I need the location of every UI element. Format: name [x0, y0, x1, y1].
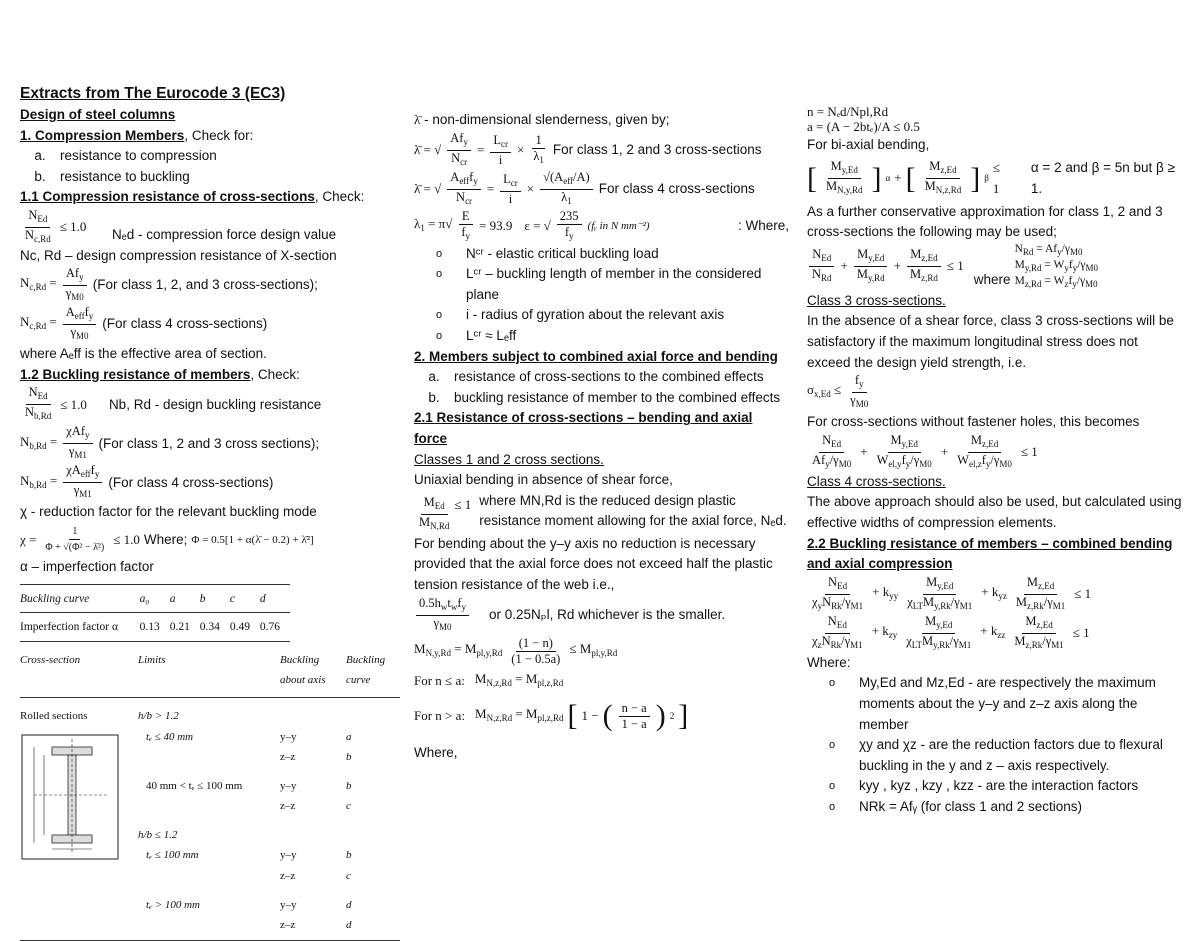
list-item: o My,Ed and Mz,Ed - are respectively the maximum moments about the y–y and z–z axis along the member — [829, 675, 1156, 732]
list-item: o Lᶜʳ – buckling length of member in the considered plane — [436, 266, 762, 302]
list-item: o χy and χz - are the reduction factors due to flexural buckling in the y and z – axis respectively. — [829, 737, 1163, 773]
check-ned-ncrd: $\frac{N_{Ed}}{N_{c,Rd}}$ ≤ 1.0 — [25, 207, 87, 244]
classes-1-2-heading: Classes 1 and 2 cross sections. — [414, 451, 604, 467]
biaxial-text: For bi-axial bending, — [807, 137, 930, 152]
n-le-a-formula: For n ≤ a: $M_{N,z,Rd} = M_{pl,z,Rd}$ — [414, 670, 564, 688]
table-row: z–z d — [280, 919, 352, 932]
mnrd-check: $\frac{M_{Ed}}{M_{N,Rd}}$ ≤ 1 where MN,Rd is the reduced design plastic resistance moment allowing for the axial force, Nₑd. — [419, 492, 787, 531]
uniaxial-text: Uniaxial bending in absence of shear force, — [414, 472, 673, 488]
list-item: o Nᶜʳ - elastic critical buckling load — [436, 245, 659, 261]
buckling-interaction-z: $\frac{N_{Ed}}{\chi_zN_{Rk}/\gamma_{M1}}$ + $k_{zy}$ $\frac{M_{y,Ed}}{\chi_{LT}M_{y,Rk}/\gamma_{M1}}$ + $k_{zz}$ $\frac{M_{z,Ed}}{M_{z,Rk}/\gamma_{M1}}$ ≤ 1 — [812, 613, 1090, 650]
section-1-heading: 1. Compression Members, Check for: — [20, 127, 254, 143]
section-cell: Rolled sections — [20, 706, 138, 936]
column-3 — [807, 104, 1182, 817]
n-gt-a-formula: For n > a: $M_{N,z,Rd} = M_{pl,z,Rd}$ [ 1 − ( $\frac{n - a}{1 - a}$ ) 2 ] — [414, 699, 689, 733]
lambda-formula-1: λ̄ = √ $\frac{Af_y}{N_{cr}}$ = $\frac{L_{cr}}{i}$ × $\frac{1}{\lambda_1}$ For class 1, 2 and 3 cross-sections — [414, 130, 762, 167]
section-2-heading: 2. Members subject to combined axial force and bending — [414, 348, 778, 364]
table-rows — [138, 706, 386, 936]
ncrd-formula-1: $N_{c,Rd}$ = $\frac{Af_y}{\gamma_{M0}}$ (For class 1, 2, and 3 cross-sections); — [20, 266, 318, 303]
lambda1-formula: $\lambda_1 = \pi√$ $\frac{E}{f_y}$ = 93.9 ε = √ $\frac{235}{f_y}$ (fᵧ in N mm⁻²) : Where, — [414, 208, 789, 241]
list-item: o Lᶜʳ ≈ Lₑff — [436, 327, 517, 343]
sigma-formula: $\sigma_{x,Ed}$ ≤ $\frac{f_y}{\gamma_{M0}}$ — [807, 373, 869, 410]
buckling-interaction-y: $\frac{N_{Ed}}{\chi_yN_{Rk}/\gamma_{M1}}$ + $k_{yy}$ $\frac{M_{y,Ed}}{\chi_{LT}M_{y,Rk}/\gamma_{M1}}$ + $k_{yz}$ $\frac{M_{z,Ed}}{M_{z,Rk}/\gamma_{M1}}$ ≤ 1 — [812, 574, 1092, 611]
page-title: Extracts from The Eurocode 3 (EC3) — [20, 85, 286, 102]
subtitle: Design of steel columns — [20, 107, 176, 122]
class-4-text: The above approach should also be used, but calculated using effective widths of compression elements. — [807, 494, 1182, 530]
section-2-1-heading: 2.1 Resistance of cross-sections – bending and axial force — [414, 410, 753, 446]
nbrd-formula-2: $N_{b,Rd}$ = $\frac{\chi A_{eff}f_y}{\gamma_{M1}}$ (For class 4 cross-sections) — [20, 463, 274, 500]
table-row: h/b ≤ 1.2 — [138, 828, 178, 841]
ncrd-formula-2: $N_{c,Rd}$ = $\frac{A_{eff}f_y}{\gamma_{M0}}$ (For class 4 cross-sections) — [20, 305, 268, 342]
chi-formula: χ = $\frac{1}{\text{Φ + √(Φ² − λ̄²)}}$ ≤ 1.0 Where; Φ = 0.5[1 + α(λ̄ − 0.2) + λ̄²] — [20, 526, 314, 554]
ned-description: Nₑd - compression force design value — [112, 226, 337, 242]
class-4-heading: Class 4 cross-sections. — [807, 473, 946, 489]
conservative-text: As a further conservative approximation for class 1, 2 and 3 cross-sections the following may be used; — [807, 203, 1163, 240]
buckling-curve-table — [20, 650, 400, 941]
table-row: z–z c — [280, 870, 351, 883]
yy-axis-note: For bending about the y–y axis no reduction is necessary provided that the axial force does not exceed half the plastic tension resistance of the web i.e., — [414, 535, 773, 592]
list-item: a. resistance to compression — [34, 148, 217, 164]
nbrd-formula-1: $N_{b,Rd}$ = $\frac{\chi Af_y}{\gamma_{M1}}$ (For class 1, 2 and 3 cross sections); — [20, 424, 320, 461]
list-item: o i - radius of gyration about the relevant axis — [436, 307, 725, 323]
biaxial-formula: [ $\frac{M_{y,Ed}}{M_{N,y,Rd}}$ ] α + [ $\frac{M_{z,Ed}}{M_{N,z,Rd}}$ ] β ≤ 1 α = 2 and β = 5n but β ≥ 1. — [807, 159, 1175, 196]
mnyrd-formula: $M_{N,y,Rd} = M_{pl,y,Rd}$ $\frac{(1 - n)}{(1 - 0.5a)}$ ≤ $M_{pl,y,Rd}$ — [414, 636, 618, 666]
table-row: h/b > 1.2 — [138, 709, 179, 722]
where-label: Where: — [807, 654, 851, 670]
table-header: Cross-section Limits Buckling about axis Buckling curve — [20, 650, 400, 698]
table-row: tₑ ≤ 100 mm y–y b — [146, 849, 352, 862]
class-3-text: In the absence of a shear force, class 3 cross-sections will be satisfactory if the maximum longitudinal stress does not exceed the design yield strength, i.e. — [807, 313, 1174, 370]
ncrd-description: Nc, Rd – design compression resistance of X-section — [20, 247, 337, 263]
imperfection-table — [20, 584, 290, 642]
where-label: Where, — [414, 745, 458, 761]
fastener-text: For cross-sections without fastener holes, this becomes — [807, 414, 1140, 430]
linear-interaction-formula: $\frac{N_{Ed}}{N_{Rd}}$ + $\frac{M_{y,Ed}}{M_{y,Rd}}$ + $\frac{M_{z,Ed}}{M_{z,Rd}}$ ≤ 1 where $N_{Rd} = Af_y/\gamma_{M0}$ $M_{y,Rd} = W_yf_y/\gamma_{M0}$ $M_{z,Rd} = W_zf_y/\gamma_{M0}$ — [807, 243, 1182, 291]
column-1 — [20, 83, 405, 941]
table-row: tₑ > 100 mm y–y d — [146, 898, 352, 911]
section-2-2-heading: 2.2 Buckling resistance of members – combined bending and axial compression — [807, 535, 1173, 572]
elastic-interaction-formula: $\frac{N_{Ed}}{Af_y/\gamma_{M0}}$ + $\frac{M_{y,Ed}}{W_{el,y}f_y/\gamma_{M0}}$ + $\frac{M_{z,Ed}}{W_{el,z}f_y/\gamma_{M0}}$ ≤ 1 — [812, 432, 1038, 469]
list-item: o NRk = Afᵧ (for class 1 and 2 sections) — [829, 798, 1083, 814]
i-section-diagram — [20, 733, 120, 861]
check-ned-nbrd: $\frac{N_{Ed}}{N_{b,Rd}}$ ≤ 1.0 Nb, Rd - design buckling resistance — [25, 385, 322, 422]
alpha-description: α – imperfection factor — [20, 558, 154, 574]
a-definition: a = (A − 2btₑ)/A ≤ 0.5 — [807, 119, 920, 134]
list-item: b. buckling resistance of member to the combined effects — [428, 389, 781, 405]
section-1-2-heading: 1.2 Buckling resistance of members, Check: — [20, 366, 300, 382]
n-definition: n = Nₑd/Npl,Rd — [807, 104, 889, 119]
chi-description: χ - reduction factor for the relevant buckling mode — [20, 504, 317, 520]
lambda-description: λ̄ - non-dimensional slenderness, given by; — [414, 112, 670, 127]
class-3-heading: Class 3 cross-sections. — [807, 292, 946, 308]
web-resistance-formula: $\frac{0.5h_wt_wf_y}{\gamma_{M0}}$ or 0.25Nₚl, Rd whichever is the smaller. — [414, 596, 789, 635]
table-row: Imperfection factor α 0.13 0.21 0.34 0.49 0.76 — [20, 613, 290, 642]
list-item: o kyy , kyz , kzy , kzz - are the interaction factors — [829, 778, 1139, 794]
table-row: Buckling curve a₀ a b c d — [20, 584, 290, 613]
table-row: 40 mm < tₑ ≤ 100 mm y–y b — [146, 779, 352, 792]
table-row: z–z c — [280, 800, 351, 813]
table-row: tₑ ≤ 40 mm y–y a — [146, 730, 352, 743]
list-item: a. resistance of cross-sections to the combined effects — [428, 369, 764, 385]
section-1-1-heading: 1.1 Compression resistance of cross-sections, Check: — [20, 189, 365, 205]
aeff-note: where Aₑff is the effective area of section. — [20, 346, 267, 362]
list-item: b. resistance to buckling — [34, 168, 190, 184]
column-2 — [414, 110, 789, 764]
table-row: z–z b — [280, 751, 352, 764]
lambda-formula-2: λ̄ = √ $\frac{A_{eff}f_y}{N_{cr}}$ = $\frac{L_{cr}}{i}$ × $\frac{√(A_{eff}/A)}{\lambda_1}$ For class 4 cross-sections — [414, 169, 755, 206]
